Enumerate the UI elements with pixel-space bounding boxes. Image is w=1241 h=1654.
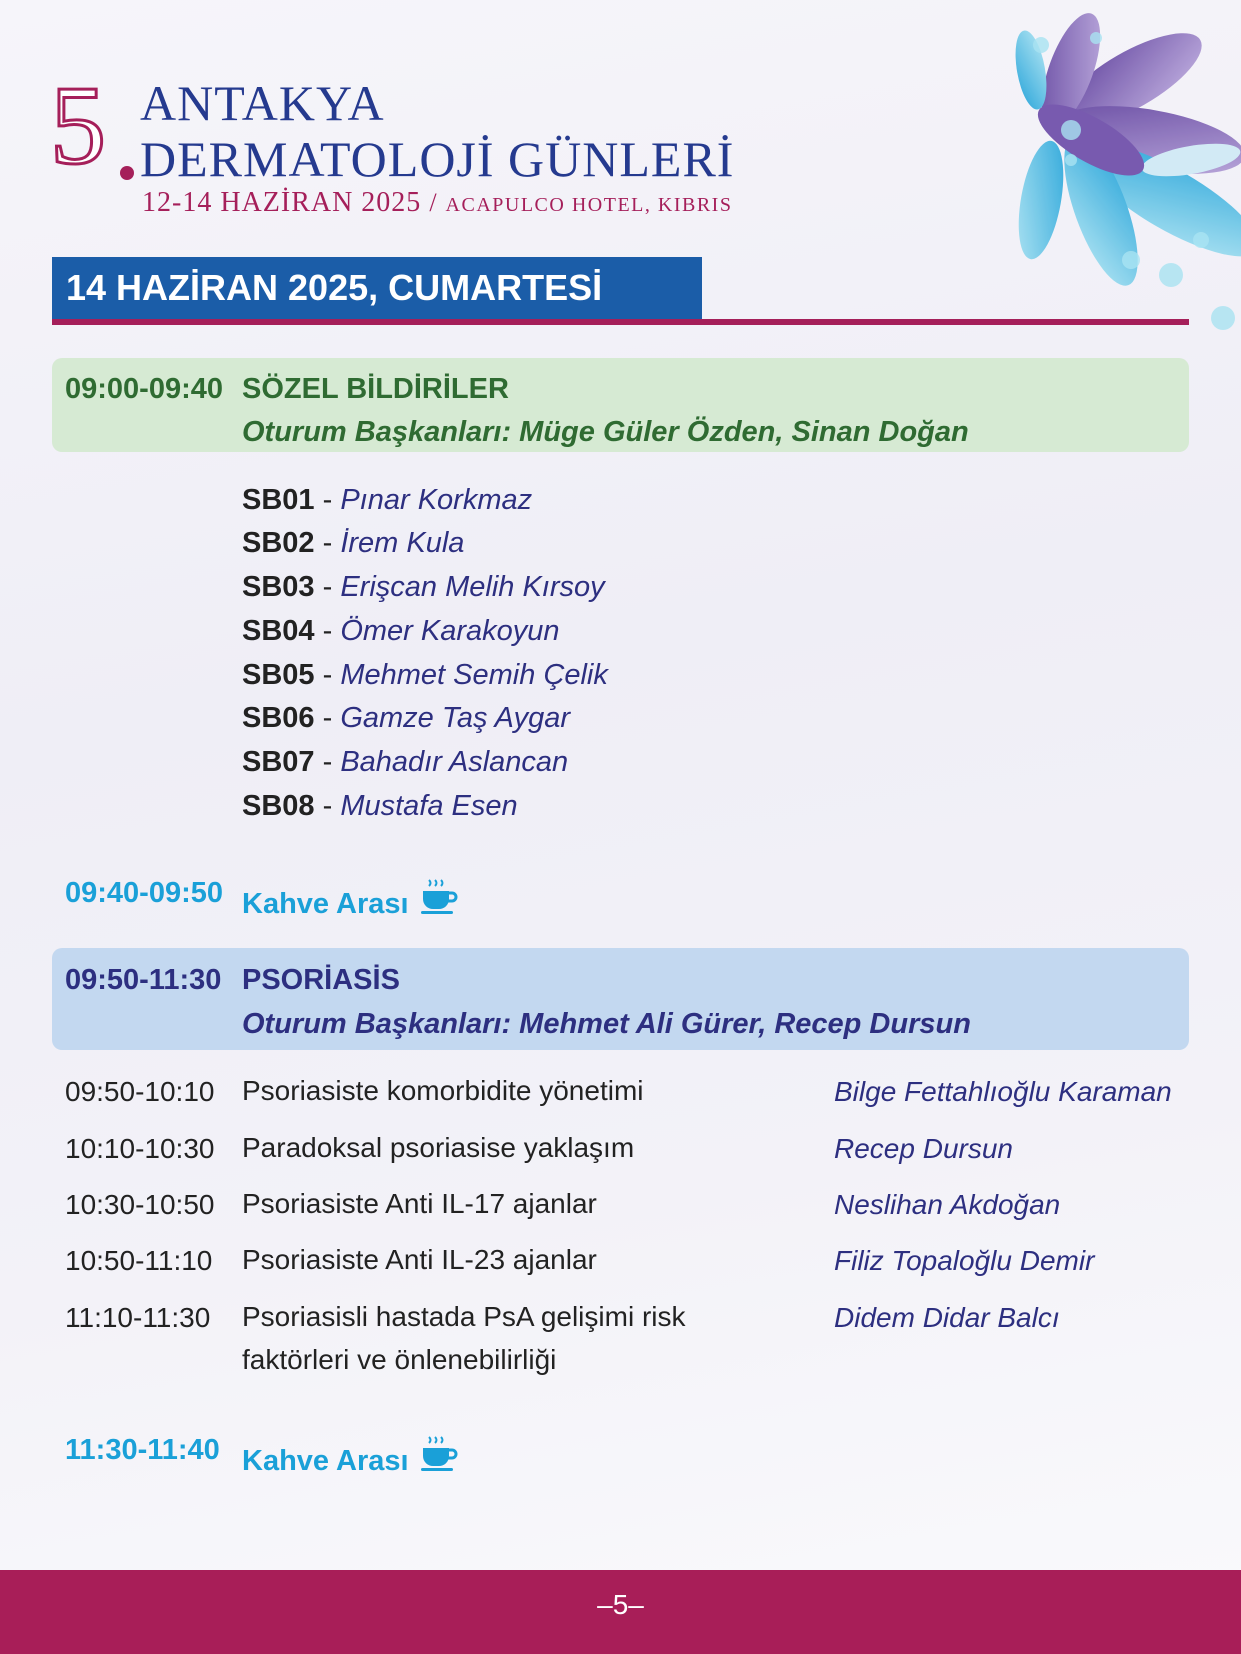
abstract-code: SB08: [242, 790, 315, 822]
abstract-code: SB06: [242, 702, 315, 734]
abstract-author: İrem Kula: [340, 527, 465, 559]
page-footer: [0, 1570, 1241, 1654]
coffee-cup-icon: [419, 877, 459, 925]
talk-topic-continued: faktörleri ve önlenebilirliği: [242, 1344, 557, 1375]
session1-time: 09:00-09:40: [65, 373, 223, 405]
abstract-author: Mustafa Esen: [340, 790, 518, 822]
talk-time: 09:50-10:10: [65, 1076, 215, 1107]
abstract-item: SB02 - İrem Kula: [242, 527, 465, 559]
abstract-code: SB05: [242, 659, 315, 691]
break1-label: Kahve Arası: [242, 888, 409, 920]
abstract-item: SB07 - Bahadır Aslancan: [242, 746, 569, 778]
talk-speaker: Bilge Fettahlıoğlu Karaman: [834, 1076, 1172, 1107]
coffee-cup-icon: [419, 1434, 459, 1482]
talk-speaker: Recep Dursun: [834, 1133, 1013, 1164]
abstract-item: SB05 - Mehmet Semih Çelik: [242, 659, 608, 691]
abstract-author: Gamze Taş Aygar: [340, 702, 571, 734]
day-heading: 14 HAZİRAN 2025, CUMARTESİ: [52, 257, 702, 319]
talk-topic: Psoriasiste Anti IL-23 ajanlar: [242, 1244, 597, 1275]
session2-time: 09:50-11:30: [65, 964, 222, 996]
break1-label-row: [242, 877, 459, 925]
talk-time: 10:10-10:30: [65, 1133, 215, 1164]
flower-decoration: [831, 0, 1241, 340]
event-title-line2: DERMATOLOJİ GÜNLERİ: [140, 131, 735, 187]
abstract-code: SB01: [242, 484, 315, 516]
talk-topic: Psoriasiste Anti IL-17 ajanlar: [242, 1188, 597, 1219]
talk-time: 10:50-11:10: [65, 1245, 213, 1276]
abstract-item: SB06 - Gamze Taş Aygar: [242, 702, 571, 734]
edition-dot: [120, 166, 134, 180]
talk-speaker: Neslihan Akdoğan: [834, 1189, 1061, 1220]
event-dates: 12-14 HAZİRAN 2025: [142, 187, 422, 218]
event-venue: ACAPULCO HOTEL, KIBRIS: [445, 194, 733, 216]
date-venue-separator: /: [429, 188, 438, 217]
abstract-author: Ömer Karakoyun: [340, 615, 560, 647]
session1-title: SÖZEL BİLDİRİLER: [242, 373, 509, 405]
event-title-line1: ANTAKYA: [140, 75, 385, 131]
talk-time: 10:30-10:50: [65, 1189, 215, 1220]
abstract-author: Bahadır Aslancan: [340, 746, 569, 778]
page-number: –5–: [597, 1589, 644, 1620]
abstract-code: SB04: [242, 615, 315, 647]
break2-time: 11:30-11:40: [65, 1434, 220, 1466]
break2-label: Kahve Arası: [242, 1445, 409, 1477]
abstract-item: SB03 - Erişcan Melih Kırsoy: [242, 571, 605, 603]
talk-topic: Psoriasisli hastada PsA gelişimi risk: [242, 1301, 686, 1332]
session1-chairs: Oturum Başkanları: Müge Güler Özden, Sinan Doğan: [242, 416, 969, 448]
break2-label-row: [242, 1434, 459, 1482]
talk-speaker: Filiz Topaloğlu Demir: [834, 1245, 1095, 1276]
talk-speaker: Didem Didar Balcı: [834, 1302, 1060, 1333]
talk-topic: Paradoksal psoriasise yaklaşım: [242, 1132, 635, 1163]
talk-topic: Psoriasiste komorbidite yönetimi: [242, 1075, 644, 1106]
abstract-code: SB03: [242, 571, 315, 603]
abstract-item: SB04 - Ömer Karakoyun: [242, 615, 560, 647]
abstract-item: SB01 - Pınar Korkmaz: [242, 484, 533, 516]
event-date-venue: [142, 187, 732, 219]
session2-chairs: Oturum Başkanları: Mehmet Ali Gürer, Recep Dursun: [242, 1008, 971, 1040]
abstract-code: SB07: [242, 746, 315, 778]
abstract-item: SB08 - Mustafa Esen: [242, 790, 518, 822]
day-heading-rule: [52, 319, 1189, 325]
abstract-author: Erişcan Melih Kırsoy: [340, 571, 605, 603]
break1-time: 09:40-09:50: [65, 877, 223, 909]
abstract-author: Mehmet Semih Çelik: [340, 659, 608, 691]
abstract-code: SB02: [242, 527, 315, 559]
talk-time: 11:10-11:30: [65, 1302, 211, 1333]
abstract-author: Pınar Korkmaz: [340, 484, 533, 516]
session2-title: PSORİASİS: [242, 964, 400, 996]
edition-number: 5: [50, 70, 106, 182]
